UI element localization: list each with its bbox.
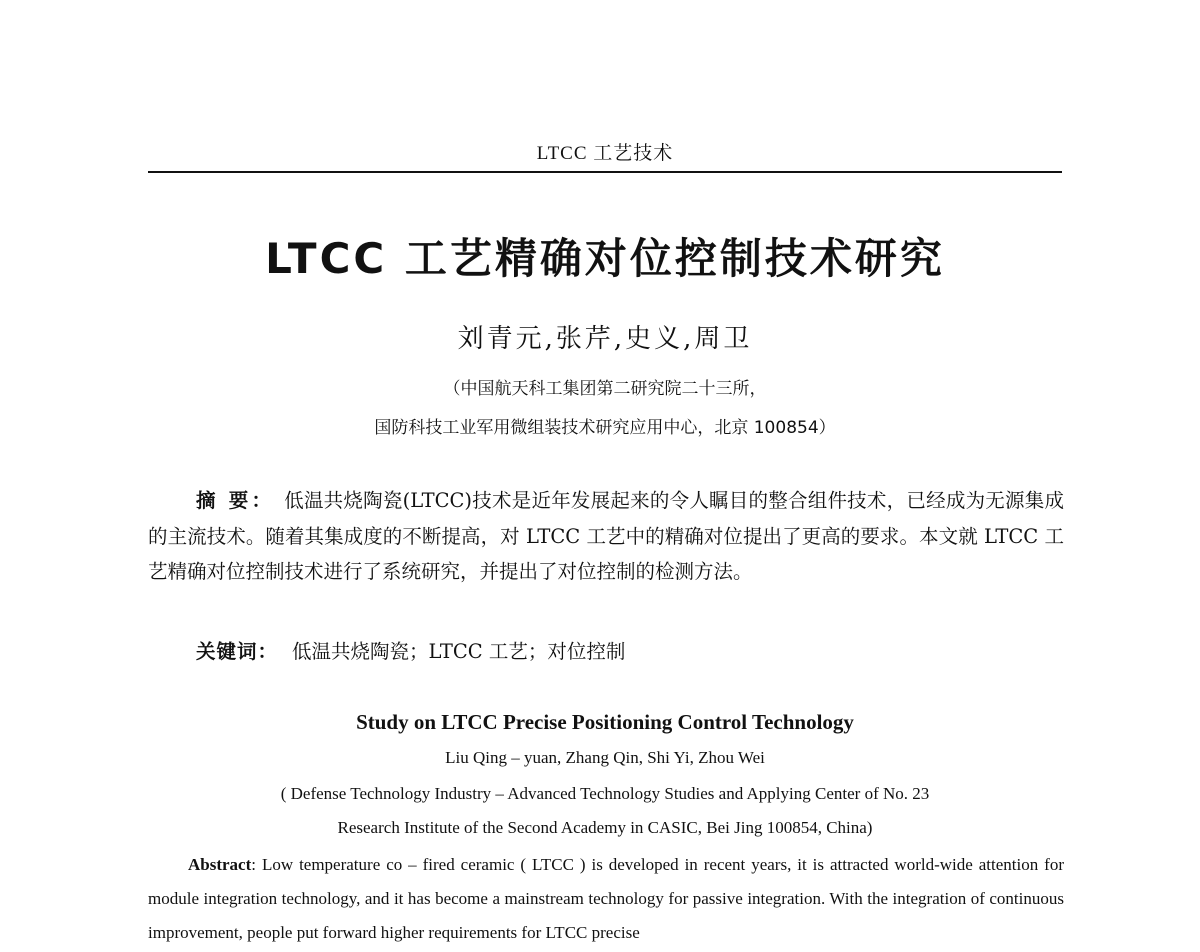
keywords-chinese-label: 关键词： — [196, 640, 279, 663]
affiliation-chinese-line-2: 国防科技工业军用微组装技术研究应用中心，北京 100854） — [374, 418, 836, 438]
authors-english: Liu Qing – yuan, Zhang Qin, Shi Yi, Zhou Wei — [445, 748, 765, 767]
abstract-english-text: Low temperature co – fired ceramic ( LTCC ) is developed in recent years, it is attracted world-wide attention for module integration technology, and it has become a mainstream technology for passive integration. With the integration of continuous improvement, people put forward higher requirements for LTCC precise — [148, 855, 1065, 942]
abstract-chinese-text: 低温共烧陶瓷(LTCC)技术是近年发展起来的令人瞩目的整合组件技术，已经成为无源集成的主流技术。随着其集成度的不断提高，对 LTCC 工艺中的精确对位提出了更高的要求。本文就 LTCC 工艺精确对位控制技术进行了系统研究，并提出了对位控制的检测方法。 — [148, 489, 1064, 583]
abstract-english-separator: : — [251, 855, 262, 874]
affiliation-chinese-line-1: （中国航天科工集团第二研究院二十三所， — [443, 379, 767, 399]
keywords-chinese-text: 低温共烧陶瓷；LTCC 工艺；对位控制 — [292, 640, 626, 663]
header-rule — [148, 171, 1062, 173]
paper-title-chinese: LTCC 工艺精确对位控制技术研究 — [265, 234, 945, 283]
running-head: LTCC 工艺技术 — [536, 143, 674, 164]
keywords-chinese — [196, 636, 625, 664]
abstract-chinese — [148, 483, 1064, 590]
authors-chinese: 刘青元,张芹,史义,周卫 — [457, 324, 753, 354]
abstract-english — [148, 848, 1064, 950]
affiliation-english-line-2: Research Institute of the Second Academy in CASIC, Bei Jing 100854, China) — [337, 818, 873, 837]
abstract-chinese-label: 摘 要： — [196, 489, 275, 512]
paper-title-english: Study on LTCC Precise Positioning Control Technology — [356, 710, 854, 734]
abstract-english-label: Abstract — [188, 855, 252, 874]
affiliation-english-line-1: ( Defense Technology Industry – Advanced Technology Studies and Applying Center of No. 23 — [280, 784, 930, 803]
